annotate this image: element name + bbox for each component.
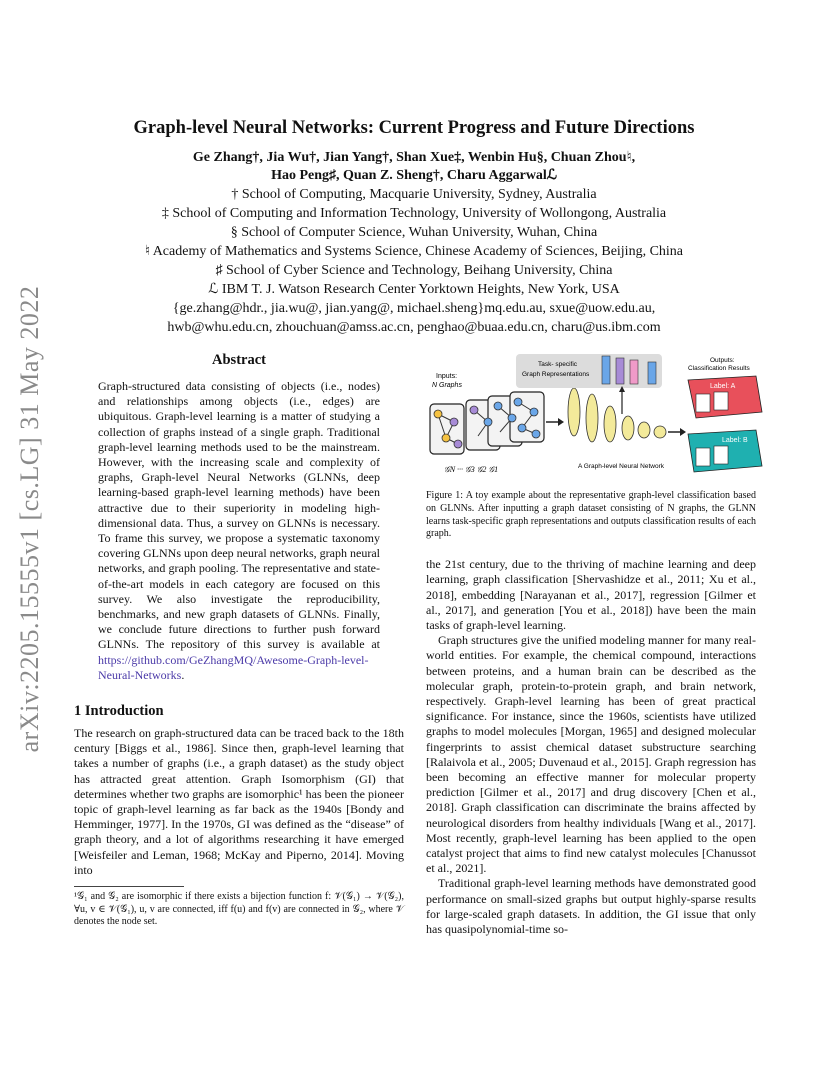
abstract-end: .: [181, 667, 185, 682]
section-heading-introduction: 1 Introduction: [74, 703, 164, 720]
affiliation: † School of Computing, Macquarie University, Sydney, Australia: [231, 187, 597, 202]
figure-1: [426, 352, 766, 480]
emails-line-2: hwb@whu.edu.cn, zhouchuan@amss.ac.cn, penghao@buaa.edu.cn, charu@us.ibm.com: [167, 320, 661, 335]
outputs-label: Outputs:: [710, 357, 735, 364]
arrowhead-icon: [680, 428, 686, 436]
graph-labels: 𝒢N ··· 𝒢3 𝒢2 𝒢1: [444, 465, 499, 474]
affiliation: § School of Computer Science, Wuhan University, Wuhan, China: [230, 225, 598, 240]
emails-line-1: {ge.zhang@hdr., jia.wu@, jian.yang@, michael.sheng}mq.edu.au, sxue@uow.edu.au,: [172, 301, 656, 316]
figure-caption: Figure 1: A toy example about the representative graph-level classification based on GLNNs. After inputting a graph dataset consisting of N graphs, the GLNN learns task-specific graph representations and outputs classification results of each graph.: [426, 490, 756, 540]
footnote-divider: [74, 886, 184, 887]
repository-link[interactable]: https://github.com/GeZhangMQ/Awesome-Graph-level-Neural-Networks: [98, 652, 369, 682]
outputs-sublabel: Classification Results: [688, 365, 750, 372]
affiliation: ‡ School of Computing and Information Technology, University of Wollongong, Australia: [161, 206, 667, 221]
inputs-label: Inputs:: [436, 373, 458, 380]
authors-line-2: Hao Peng♯, Quan Z. Sheng†, Charu Aggarwalℒ: [271, 168, 557, 183]
body-paragraph: Graph structures give the unified modeling manner for many real-world entities. For example, the chemical compound, interactions between proteins, and a human brain can be described as the molecular graph, protein-to-protein graph, and brain network, respectively. Graph-level learning has been of great practical significance. For instance, since the 1960s, scientists have utilized graphs to model molecules [Morgan, 1965] and designed molecular fingerprints to assist chemical dataset substructure searching [Ralaivola et al., 2005; Duvenaud et al., 2015]. Graph regression has been becoming an effective manner for molecular property prediction [Gilmer et al., 2017] and drug discovery [Chen et al., 2018]. Graph classification can discriminate the brains affected by neurological disorders from healthy individuals [Wang et al., 2017]. Most recently, graph-level learning has been applied to the open catalyst project that aims to find new catalyst molecules [Chanussot et al., 2021].: [426, 633, 756, 876]
abstract-heading: Abstract: [212, 352, 266, 368]
glnn-diagram: [426, 352, 766, 480]
input-graph-stack: [430, 392, 544, 454]
abstract-text: Graph-structured data consisting of objects (i.e., nodes) and relationships among objects (i.e., edges) are ubiquitous. Graph-level learning is a matter of studying a collection of graphs instead of a single graph. Traditional graph-level learning methods used to be the mainstream. However, with the increasing scale and complexity of graphs, Graph-level Neural Networks (GLNNs, deep learning-based graph-level learning methods) have been attractive due to their superiority in modeling high-dimensional data. Thus, a survey on GLNNs is necessary. To frame this survey, we propose a systematic taxonomy covering GLNNs upon deep neural networks, graph neural networks, and graph pooling. The representative and state-of-the-art models in each category are focused on this survey. We also investigate the reproducibility, benchmarks, and new graph datasets of GLNNs. Finally, we conclude future directions to further push forward GLNNs. The repository of this survey is available at: [98, 379, 380, 652]
body-paragraph: the 21st century, due to the thriving of machine learning and deep learning, graph classification [Shervashidze et al., 2011; Xu et al., 2018], embedding [Narayanan et al., 2017], regression [Gilmer et al., 2017], and generation [You et al., 2018]) have been the main tasks of graph-level learning.: [426, 557, 756, 632]
affiliation: ♮ Academy of Mathematics and Systems Science, Chinese Academy of Sciences, Beijing, China: [144, 244, 684, 259]
class-b-label: Label: B: [722, 437, 748, 444]
intro-paragraph: The research on graph-structured data can be traced back to the 18th century [Biggs et al., 1986]. Since then, graph-level learning that takes a number of graphs (i.e., a graph dataset) as the study object has attracted great attention. Graph Isomorphism (GI) that determines whether two graphs are isomorphic¹ has been the pioneer topic of graph-level learning as far back as the 1940s [Bondy and Hemminger, 1977]. In the 1970s, GI was defined as the “disease” of graph theory, and a lot of algorithms researching it have emerged [Weisfeiler and Leman, 1968; McKay and Piperno, 2014]. Moving into: [74, 726, 404, 877]
inputs-sublabel: N Graphs: [432, 382, 462, 389]
glnn-label: A Graph-level Neural Network: [578, 463, 664, 470]
paper-header: [60, 118, 768, 337]
arxiv-identifier: arXiv:2205.15555v1 [cs.LG] 31 May 2022: [15, 285, 44, 753]
authors-line-1: Ge Zhang†, Jia Wu†, Jian Yang†, Shan Xue‡, Wenbin Hu§, Chuan Zhou♮,: [192, 150, 636, 165]
class-a-label: Label: A: [710, 383, 736, 390]
task-label: Task- specific: [538, 361, 578, 368]
neural-network-layers: [568, 388, 666, 442]
right-column: [426, 352, 756, 937]
body-paragraph: Traditional graph-level learning methods have demonstrated good performance on small-sized graphs but output highly-sparse results for large-scaled graph datasets. In addition, the GI issue that only has quasipolynomial-time so-: [426, 876, 756, 937]
paper-title: Graph-level Neural Networks: Current Progress and Future Directions: [133, 118, 695, 138]
left-column: [74, 352, 404, 929]
arrowhead-icon: [558, 418, 564, 426]
abstract-body: [98, 379, 380, 683]
affiliation: ♯ School of Cyber Science and Technology, Beihang University, China: [215, 263, 613, 278]
footnote: ¹𝒢₁ and 𝒢₂ are isomorphic if there exists a bijection function f: 𝒱(𝒢₁) → 𝒱(𝒢₂), ∀u, v ∈ 𝒱(𝒢₁), u, v are connected, iff f(u) and f(v) are connected in 𝒢₂, where 𝒱 denotes the node set.: [74, 891, 404, 928]
representation-label: Graph Representations: [522, 371, 590, 378]
affiliation: ℒ IBM T. J. Watson Research Center Yorktown Heights, New York, USA: [208, 282, 620, 297]
